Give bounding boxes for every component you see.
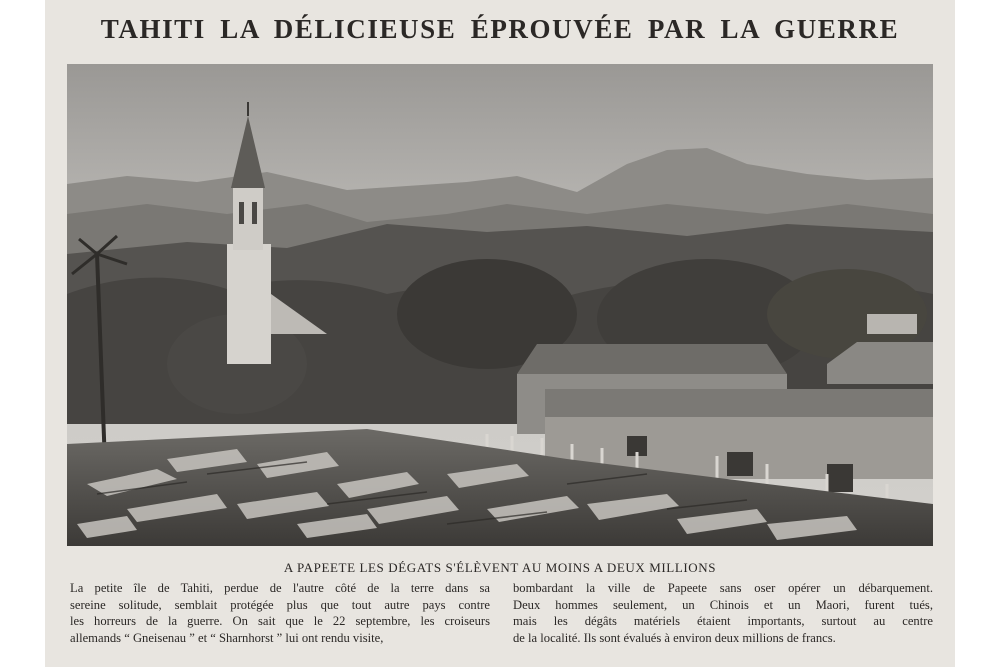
article-line: bombardant la ville de Papeete sans oser opérer un débarquement. bbox=[513, 581, 933, 595]
photograph bbox=[67, 64, 933, 546]
article-line: Deux hommes seulement, un Chinois et un Maori, furent tués, bbox=[513, 597, 933, 612]
article-line: de la localité. Ils sont évalués à environ deux millions de francs. bbox=[513, 630, 836, 645]
article-line: les horreurs de la guerre. On sait que le 22 septembre, les croiseurs bbox=[70, 614, 490, 629]
article-column-left bbox=[70, 580, 490, 646]
photo-caption: A PAPEETE LES DÉGATS S'ÉLÈVENT AU MOINS A DEUX MILLIONS bbox=[283, 560, 717, 575]
article-line: sereine solitude, semblait protégée plus que tout autre pays contre bbox=[70, 597, 490, 612]
article-column-right bbox=[513, 580, 933, 646]
article-line: allemands “ Gneisenau ” et “ Sharnhorst ” lui ont rendu visite, bbox=[70, 630, 384, 645]
article-line: La petite île de Tahiti, perdue de l'autre côté de la terre dans sa bbox=[70, 581, 490, 595]
headline: TAHITI LA DÉLICIEUSE ÉPROUVÉE PAR LA GUERRE bbox=[100, 14, 900, 44]
newspaper-page bbox=[45, 0, 955, 667]
article-line: mais les dégâts matériels étaient importants, surtout au centre bbox=[513, 614, 933, 629]
photograph-papeete-ruins-icon bbox=[67, 64, 933, 546]
